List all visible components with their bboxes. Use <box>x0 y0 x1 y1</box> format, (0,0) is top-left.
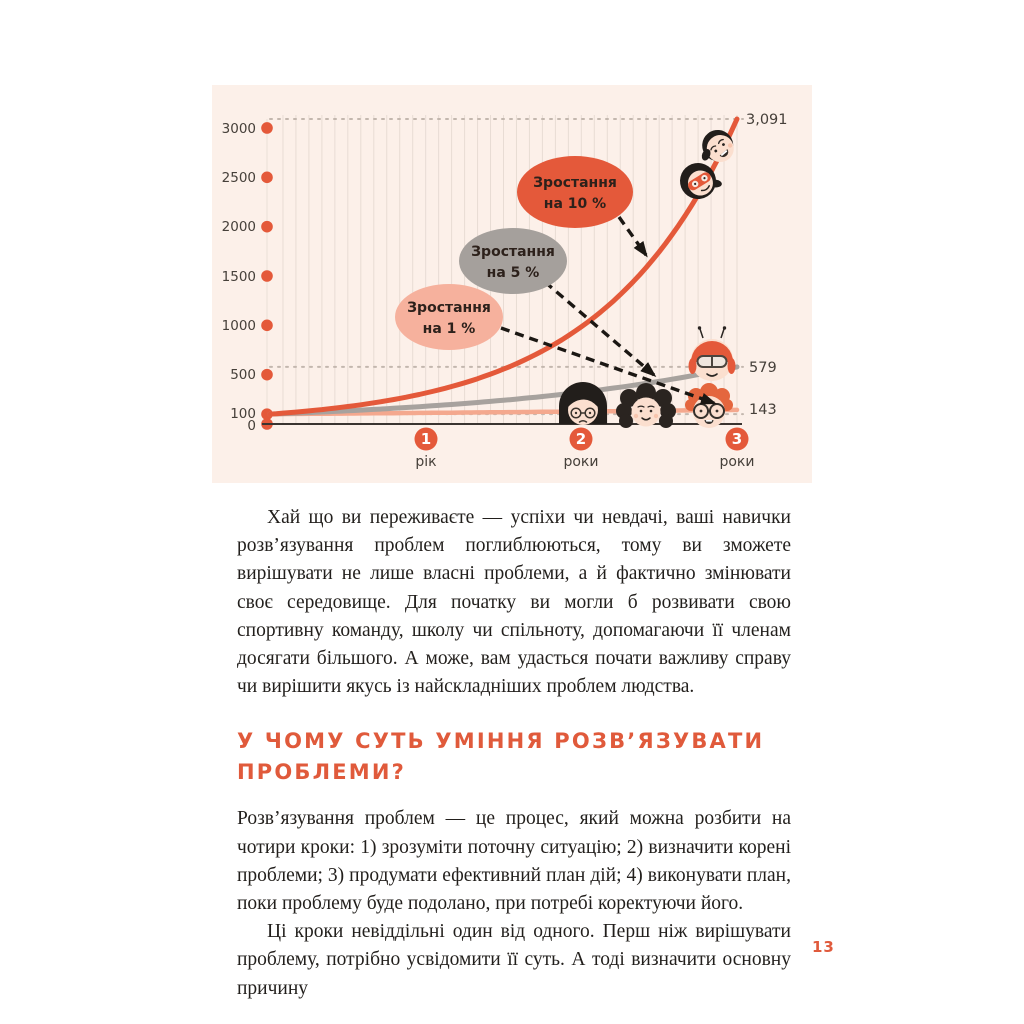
bubble-5-line1: Зростання <box>471 244 555 260</box>
character-curly-hair <box>616 383 676 428</box>
y-tick-2000: 2000 <box>221 219 256 235</box>
growth-chart-figure <box>212 85 812 483</box>
bubble-5-line2: на 5 % <box>486 265 540 281</box>
character-redhead-glasses <box>685 383 733 428</box>
y-tick-0: 0 <box>247 418 256 434</box>
section-heading: У ЧОМУ СУТЬ УМІННЯ РОЗВ’ЯЗУВАТИ ПРОБЛЕМИ? <box>237 729 765 785</box>
y-tick-100: 100 <box>230 406 256 422</box>
arrow-5-percent <box>545 282 654 375</box>
end-label-3091: 3,091 <box>746 112 788 128</box>
x-marker-2-number: 2 <box>575 430 587 448</box>
x-marker-2-label: роки <box>563 454 599 470</box>
x-axis-markers <box>415 428 755 471</box>
end-label-143: 143 <box>749 402 777 418</box>
bubble-1-line1: Зростання <box>407 300 491 316</box>
growth-chart-svg <box>212 85 812 483</box>
page-number: 13 <box>812 938 835 956</box>
x-marker-year-2 <box>563 428 598 471</box>
bubble-10-line2: на 10 % <box>543 196 607 212</box>
bubble-growth-5 <box>459 228 567 294</box>
x-marker-3-number: 3 <box>731 430 743 448</box>
paragraph-steps-linked: Ці кроки невіддільні один від одного. Перш ніж вирішувати проблему, потрібно усвідомити її суть. А тоді визначити основну причину <box>237 921 791 999</box>
paragraph-intro: Хай що ви переживаєте — успіхи чи невдачі, ваші навички розв’язування проблем поглиблюються, тому ви зможете вирішувати не лише власні проблеми, а й фактично змінювати своє середовище. Для початку ви могли б розвивати свою спортивну команду, школу чи спільноту, допомагаючи її членам досягати більшого. А може, вам удасться почати важливу справу чи вирішити якусь із найскладніших проблем людства. <box>237 507 791 698</box>
y-tick-1500: 1500 <box>221 269 256 285</box>
x-marker-year-1 <box>415 428 438 471</box>
x-marker-1-label: рік <box>415 454 437 470</box>
character-aviator <box>689 326 736 381</box>
y-tick-3000: 3000 <box>221 121 256 137</box>
x-marker-3-label: роки <box>719 454 755 470</box>
series-end-labels <box>746 112 788 418</box>
page-text-column <box>237 504 791 1003</box>
x-marker-1-number: 1 <box>420 430 432 448</box>
y-tick-500: 500 <box>230 367 256 383</box>
bubble-10-line1: Зростання <box>533 175 617 191</box>
end-label-579: 579 <box>749 360 777 376</box>
y-tick-2500: 2500 <box>221 170 256 186</box>
x-marker-year-3 <box>719 428 754 471</box>
bubble-growth-1 <box>395 284 503 350</box>
y-tick-1000: 1000 <box>221 318 256 334</box>
bubble-1-line2: на 1 % <box>422 321 476 337</box>
y-axis-labels <box>222 121 256 434</box>
paragraph-process-steps: Розв’язування проблем — це процес, який можна розбити на чотири кроки: 1) зрозуміти поточну ситуацію; 2) визначити корені проблеми; 3) продумати ефективний план дій; 4) виконувати план, поки проблему буде подолано, при потребі коректуючи його. <box>237 808 791 915</box>
arrow-10-percent <box>619 217 646 255</box>
bubble-growth-10 <box>517 156 633 228</box>
